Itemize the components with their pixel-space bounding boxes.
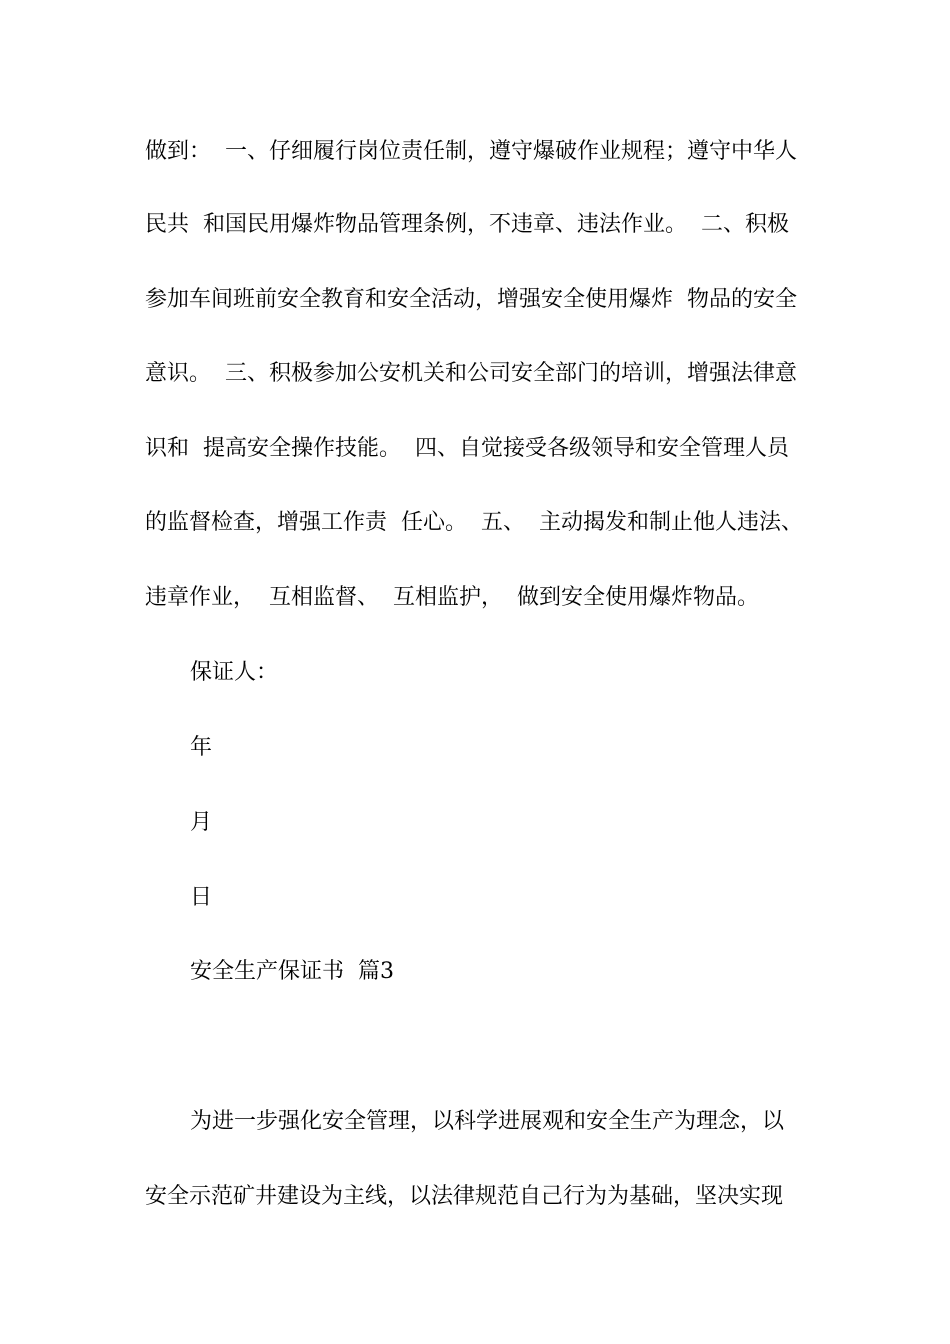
section-title: 安全生产保证书 篇3	[190, 959, 394, 984]
body-line-2: 民共 和国民用爆炸物品管理条例，不违章、违法作业。 二、积极	[145, 212, 789, 237]
body-line-1: 做到： 一、仔细履行岗位责任制，遵守爆破作业规程；遵守中华人	[145, 139, 797, 164]
body-line-3: 参加车间班前安全教育和安全活动，增强安全使用爆炸 物品的安全	[145, 287, 797, 312]
body-line-7: 违章作业， 互相监督、 互相监护， 做到安全使用爆炸物品。	[145, 585, 759, 610]
month-label: 月	[190, 810, 213, 835]
next-paragraph-line-2: 安全示范矿井建设为主线，以法律规范自己行为为基础，坚决实现	[145, 1184, 784, 1209]
guarantor-label: 保证人：	[190, 660, 279, 685]
day-label: 日	[190, 885, 213, 910]
year-label: 年	[190, 735, 213, 760]
body-line-6: 的监督检查，增强工作责 任心。 五、 主动揭发和制止他人违法、	[145, 510, 803, 535]
next-paragraph-line-1: 为进一步强化安全管理，以科学进展观和安全生产为理念，以	[190, 1109, 785, 1134]
body-line-5: 识和 提高安全操作技能。 四、自觉接受各级领导和安全管理人员	[145, 436, 789, 461]
body-line-4: 意识。 三、积极参加公安机关和公司安全部门的培训，增强法律意	[145, 361, 797, 386]
